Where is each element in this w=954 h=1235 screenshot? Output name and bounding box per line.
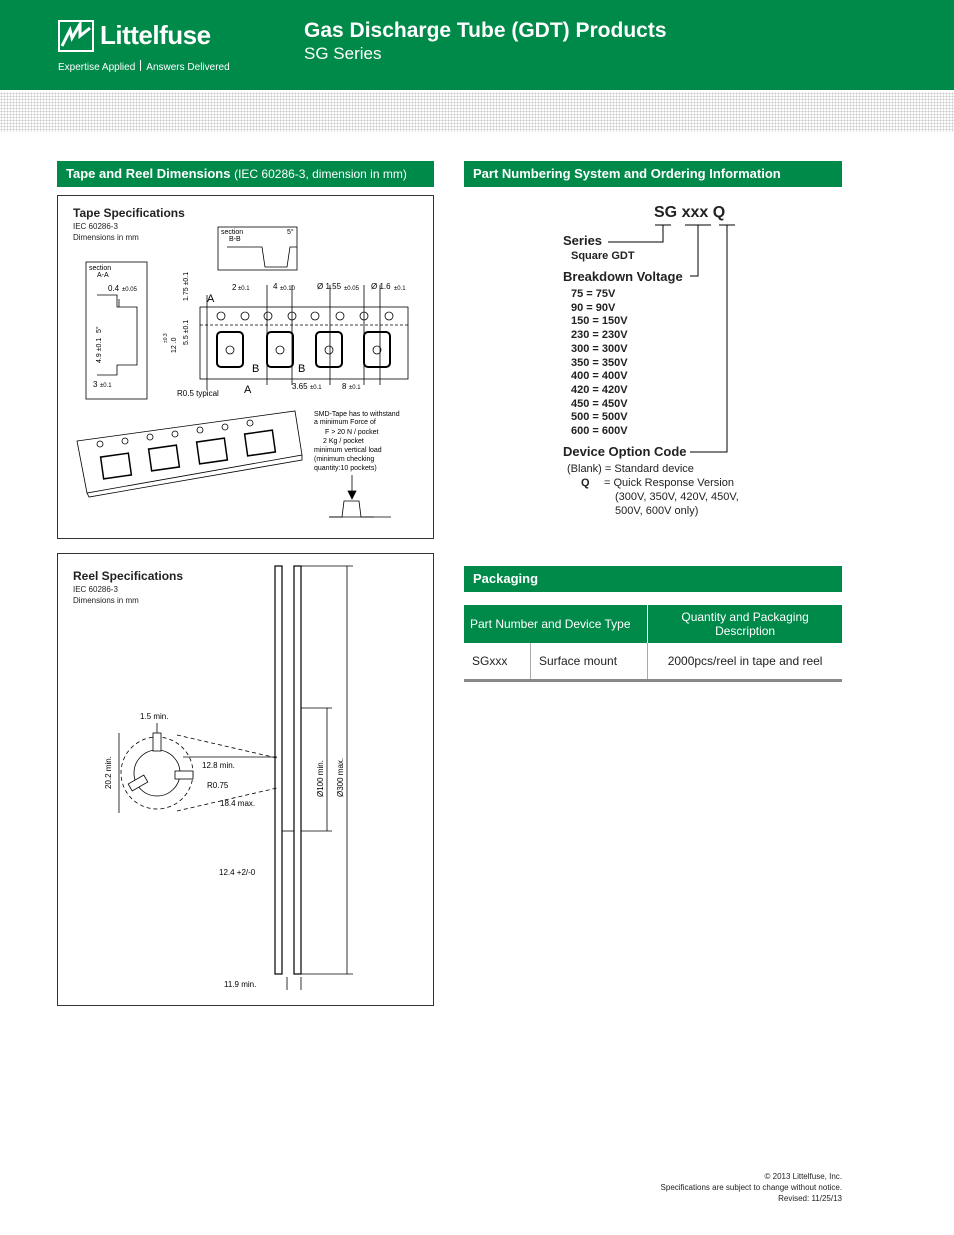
- reel-r075: R0.75: [207, 781, 229, 790]
- dim-04: 0.4: [108, 284, 120, 293]
- dim-16-tol: ±0.1: [394, 286, 406, 292]
- section-b-marker-right: B: [298, 363, 306, 375]
- option-blank: (Blank) = Standard device: [567, 463, 694, 475]
- dim-16: Ø 1.6: [371, 282, 391, 291]
- voltage-list: [571, 288, 628, 439]
- section-aa-label-1: section: [89, 265, 112, 272]
- page-footer: [661, 1171, 842, 1204]
- tagline-left: Expertise Applied: [58, 62, 136, 73]
- dim-12: 12 .0: [171, 337, 178, 353]
- packaging-col1-header: Part Number and Device Type: [464, 605, 648, 643]
- reel-dim-15: 1.5 min.: [140, 712, 169, 721]
- reel-dim-128: 12.8 min.: [202, 761, 235, 770]
- voltage-item: 500 = 500V: [571, 411, 628, 424]
- tape-reel-heading: [57, 161, 434, 187]
- tape-drawing: [57, 195, 434, 539]
- option-q-text: = Quick Response Version: [604, 477, 734, 489]
- tape-reel-heading-note: (IEC 60286-3, dimension in mm): [234, 167, 407, 181]
- packaging-table: [464, 605, 842, 682]
- reel-drawing: [57, 553, 434, 1006]
- voltage-item: 150 = 150V: [571, 315, 628, 328]
- dim-175: 1.75 ±0.1: [183, 271, 190, 301]
- smd-note-2: a minimum Force of: [314, 419, 376, 426]
- dim-155-tol: ±0.05: [344, 286, 359, 292]
- smd-note-4: 2 Kg / pocket: [323, 438, 364, 445]
- voltage-item: 450 = 450V: [571, 397, 628, 410]
- packaging-part: SGxxx: [464, 643, 531, 681]
- smd-note-7: quantity:10 pockets): [314, 465, 377, 472]
- series-value: Square GDT: [571, 250, 635, 262]
- option-label: Device Option Code: [563, 444, 687, 459]
- dim-12-tol: ±0.3: [163, 333, 169, 343]
- dim-2-tol: ±0.1: [238, 286, 250, 292]
- littelfuse-logo-icon: [58, 20, 94, 52]
- section-aa-label-2: A-A: [97, 272, 109, 279]
- packaging-qty: 2000pcs/reel in tape and reel: [648, 643, 842, 681]
- dim-5deg: 5°: [96, 326, 103, 333]
- dim-55: 5.5 ±0.1: [183, 319, 190, 345]
- dim-8-tol: ±0.1: [349, 385, 361, 391]
- reel-dim-100: Ø100 min.: [316, 760, 325, 797]
- smd-note-3: F > 20 N / pocket: [325, 429, 379, 436]
- reel-dim-124: 12.4 +2/-0: [219, 868, 256, 877]
- section-bb-label-1: section: [221, 229, 244, 236]
- smd-note-1: SMD-Tape has to withstand: [314, 411, 400, 418]
- reel-dim-119: 11.9 min.: [224, 980, 257, 989]
- tape-spec-std: IEC 60286-3: [73, 222, 118, 231]
- voltage-item: 400 = 400V: [571, 370, 628, 383]
- footer-notice: Specifications are subject to change without notice.: [660, 1183, 842, 1192]
- option-q-line2: (300V, 350V, 420V, 450V,: [615, 491, 739, 503]
- section-b-marker-left: B: [252, 363, 260, 375]
- section-bb-label-2: B-B: [229, 236, 241, 243]
- dim-4: 4: [273, 282, 278, 291]
- reel-dim-184: 18.4 max.: [220, 799, 256, 808]
- breakdown-label: Breakdown Voltage: [563, 269, 683, 284]
- voltage-item: 230 = 230V: [571, 329, 628, 342]
- voltage-item: 350 = 350V: [571, 356, 628, 369]
- smd-note-5: minimum vertical load: [314, 447, 382, 454]
- dim-04-tol: ±0.05: [122, 287, 137, 293]
- voltage-item: 90 = 90V: [571, 301, 616, 314]
- reel-dim-300: Ø300 max.: [336, 757, 345, 797]
- dim-2: 2: [232, 283, 237, 292]
- tagline: [58, 60, 230, 73]
- reel-spec-std: IEC 60286-3: [73, 585, 118, 594]
- section-a-marker-top: A: [207, 293, 215, 305]
- dot-pattern-band: [0, 92, 954, 132]
- document-subtitle: SG Series: [304, 44, 382, 63]
- part-code: SG xxx Q: [654, 204, 726, 221]
- dim-4-tol: ±0.10: [280, 286, 295, 292]
- footer-revised: Revised: 11/25/13: [778, 1194, 842, 1203]
- tape-reel-heading-text: Tape and Reel Dimensions: [66, 166, 231, 181]
- table-row: [464, 643, 842, 681]
- packaging-col2-header: Quantity and Packaging Description: [648, 605, 842, 643]
- dim-155: Ø 1.55: [317, 282, 342, 291]
- part-numbering-heading: Part Numbering System and Ordering Information: [464, 161, 842, 187]
- option-q-line3: 500V, 600V only): [615, 505, 699, 517]
- reel-spec-title: Reel Specifications: [73, 569, 184, 583]
- r05-label: R0.5 typical: [177, 389, 219, 398]
- voltage-item: 75 = 75V: [571, 288, 616, 300]
- dim-49: 4.9 ±0.1: [96, 337, 103, 363]
- tape-spec-title: Tape Specifications: [73, 206, 185, 220]
- dim-365: 3.65: [292, 382, 308, 391]
- document-title: Gas Discharge Tube (GDT) Products: [304, 19, 667, 42]
- dim-3: 3: [93, 380, 98, 389]
- voltage-item: 420 = 420V: [571, 383, 628, 396]
- packaging-type: Surface mount: [531, 643, 648, 681]
- voltage-item: 600 = 600V: [571, 425, 628, 438]
- angle-label: 5°: [287, 229, 294, 236]
- series-label: Series: [563, 233, 603, 248]
- section-a-marker-bottom: A: [244, 384, 252, 396]
- page-header: [0, 0, 954, 90]
- reel-spec-units: Dimensions in mm: [73, 596, 139, 605]
- brand-name: Littelfuse: [100, 20, 211, 50]
- option-q-key: Q: [581, 477, 590, 489]
- tagline-right: Answers Delivered: [146, 62, 230, 73]
- voltage-item: 300 = 300V: [571, 342, 628, 355]
- dim-3-tol: ±0.1: [100, 383, 112, 389]
- footer-copyright: © 2013 Littelfuse, Inc.: [764, 1172, 842, 1181]
- dim-365-tol: ±0.1: [310, 385, 322, 391]
- packaging-header-row: [464, 605, 842, 643]
- packaging-heading: Packaging: [464, 566, 842, 592]
- smd-note-6: (minimum checking: [314, 456, 375, 463]
- tape-spec-units: Dimensions in mm: [73, 233, 139, 242]
- reel-dim-202: 20.2 min.: [104, 756, 113, 789]
- dim-8: 8: [342, 382, 347, 391]
